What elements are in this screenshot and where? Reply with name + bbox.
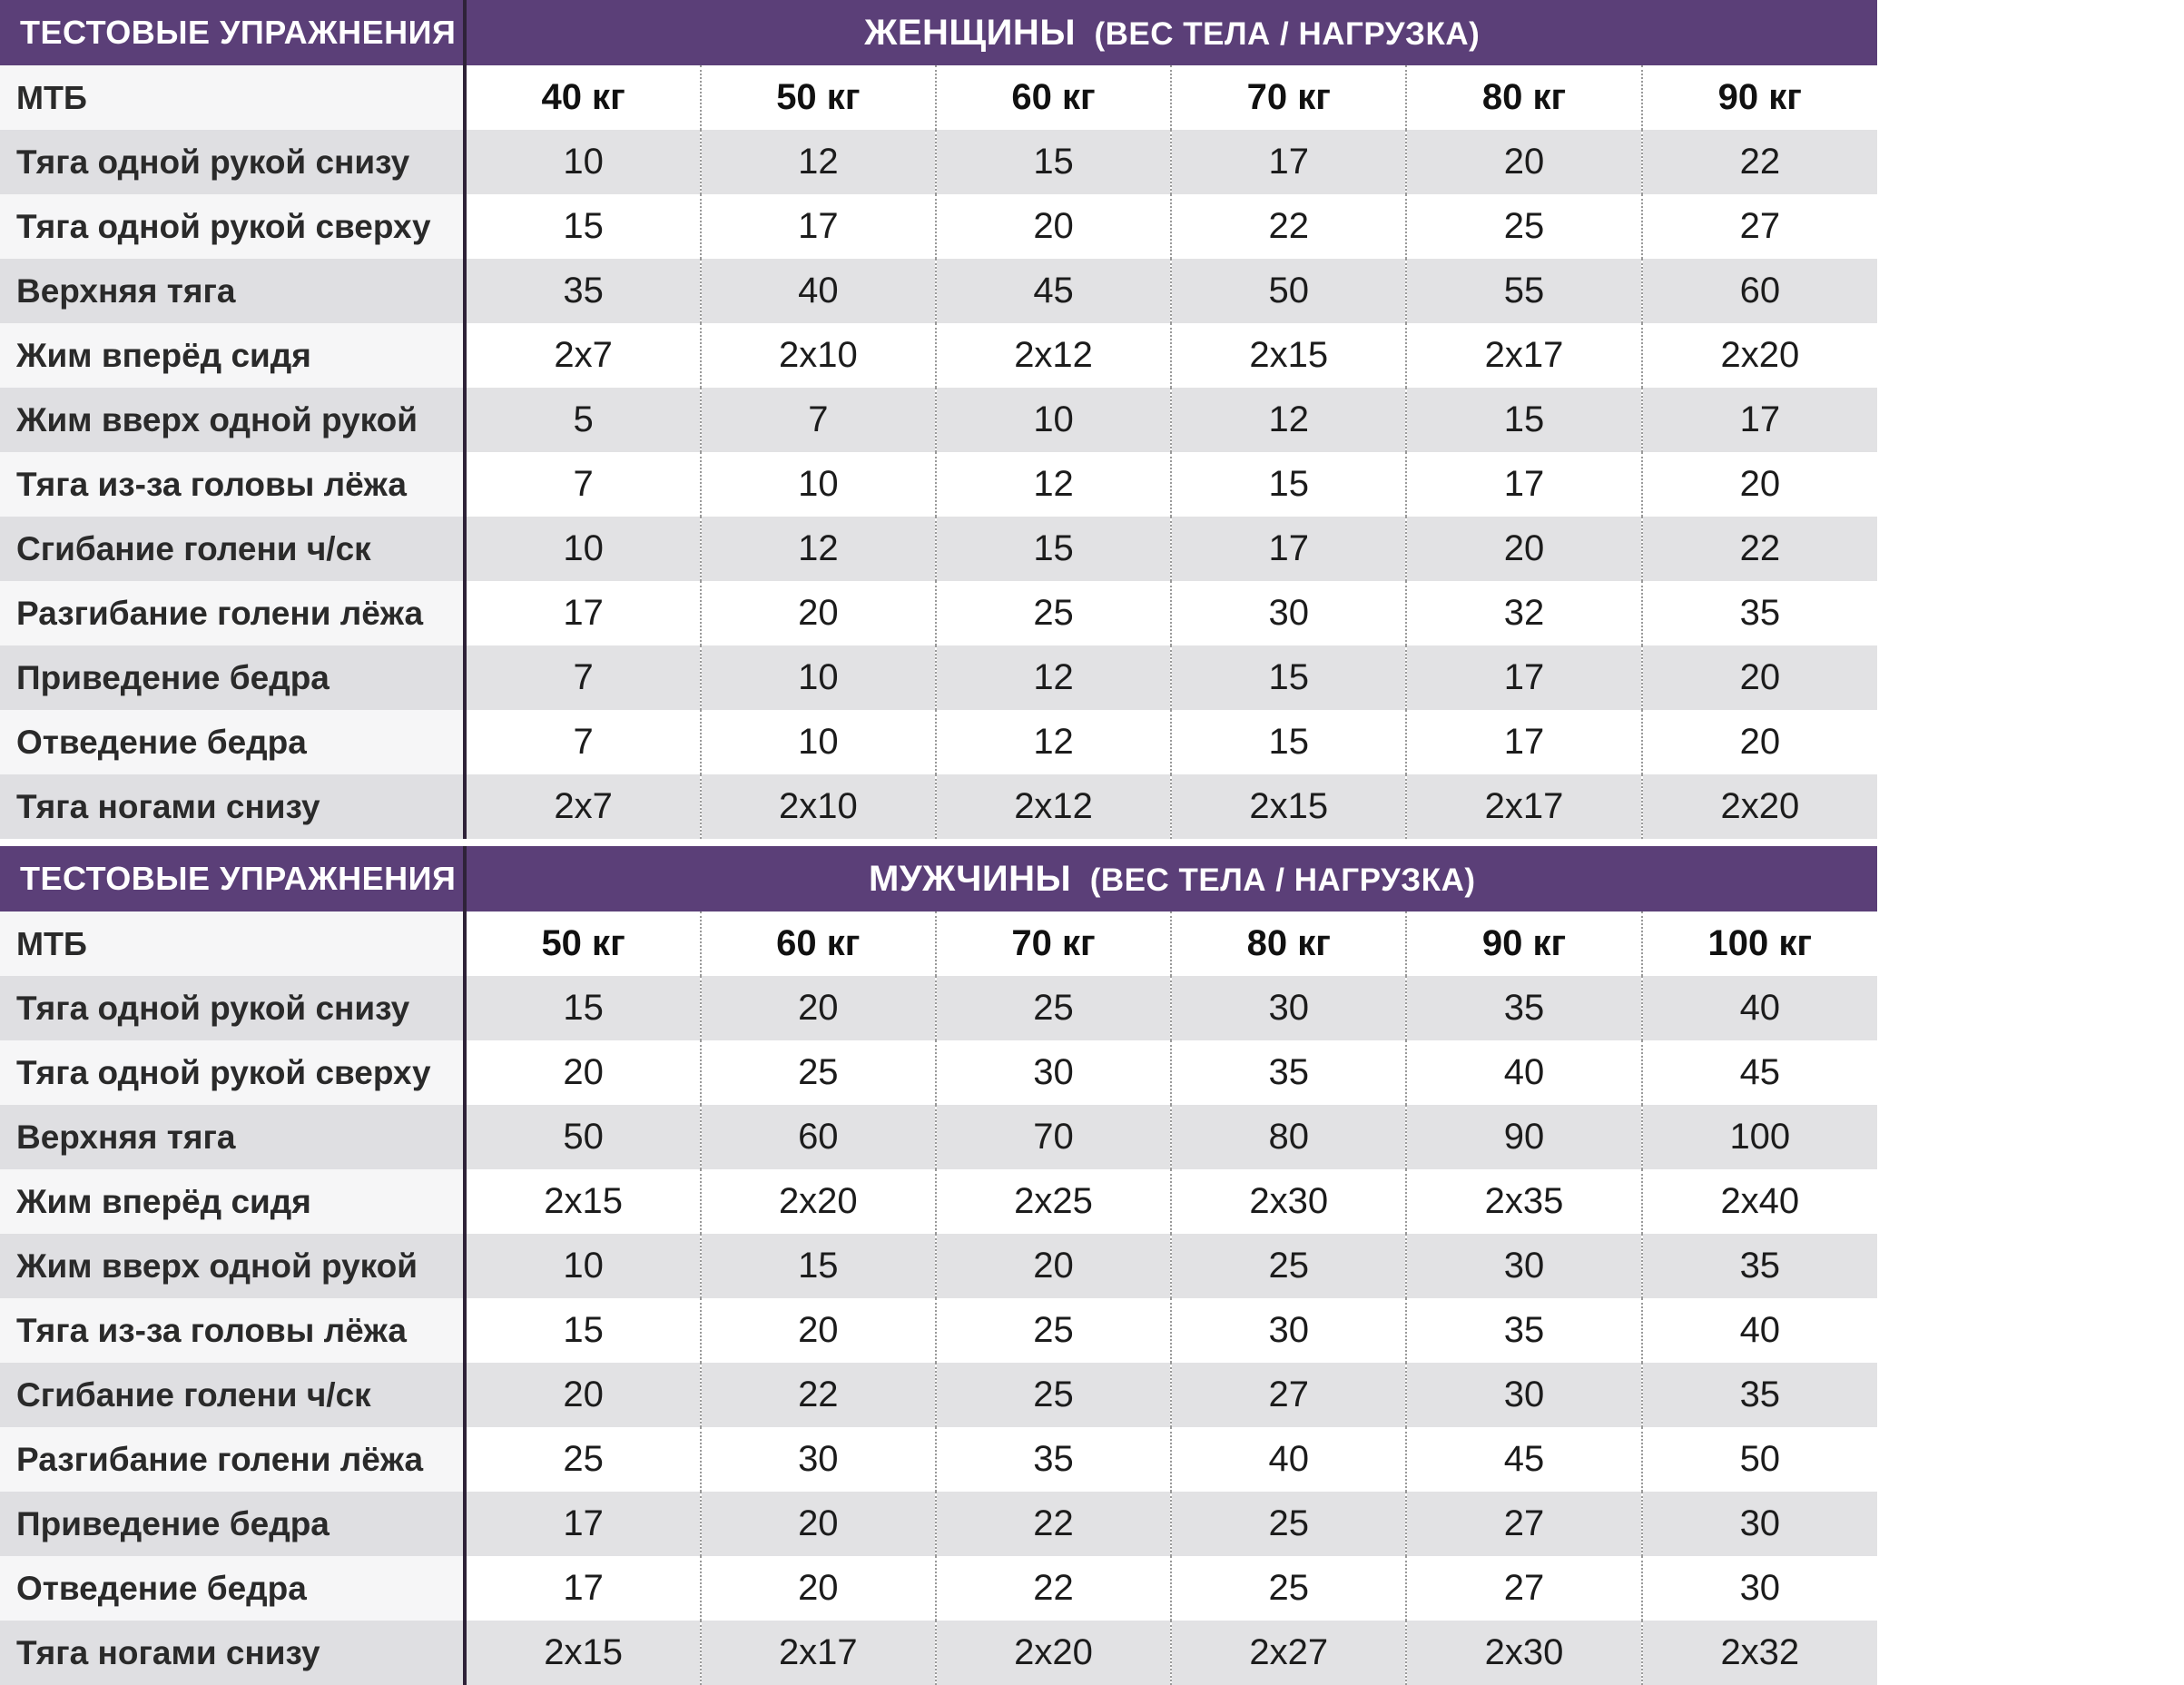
women-title: ЖЕНЩИНЫ (864, 12, 1076, 53)
load-cell: 2x10 (701, 323, 936, 388)
load-cell: 17 (1171, 517, 1406, 581)
exercise-name: Сгибание голени ч/ск (0, 1363, 465, 1427)
load-cell: 30 (1406, 1363, 1641, 1427)
load-cell: 2x10 (701, 774, 936, 839)
load-cell: 22 (1642, 130, 1877, 194)
table-row (0, 452, 1877, 517)
exercise-name: Тяга одной рукой снизу (0, 976, 465, 1040)
load-cell: 2x17 (1406, 774, 1641, 839)
load-cell: 22 (936, 1492, 1171, 1556)
load-cell: 25 (1171, 1492, 1406, 1556)
exercise-name: Разгибание голени лёжа (0, 581, 465, 645)
load-cell: 35 (1171, 1040, 1406, 1105)
load-cell: 10 (465, 1234, 700, 1298)
table-row (0, 130, 1877, 194)
men-units-label: МТБ (0, 911, 465, 976)
women-title-cell (465, 0, 1877, 65)
load-cell: 20 (701, 1298, 936, 1363)
men-column-header: 50 кг (465, 911, 700, 976)
load-cell: 15 (936, 517, 1171, 581)
load-cell: 7 (465, 452, 700, 517)
load-cell: 22 (936, 1556, 1171, 1621)
load-cell: 15 (465, 976, 700, 1040)
load-cell: 2x7 (465, 774, 700, 839)
load-cell: 7 (465, 645, 700, 710)
load-cell: 2x20 (701, 1169, 936, 1234)
table-row (0, 1298, 1877, 1363)
load-cell: 2x20 (936, 1621, 1171, 1685)
table-row (0, 323, 1877, 388)
exercise-name: Жим вверх одной рукой (0, 388, 465, 452)
load-cell: 17 (465, 1492, 700, 1556)
table-row (0, 388, 1877, 452)
load-cell: 90 (1406, 1105, 1641, 1169)
women-table (0, 0, 1877, 839)
load-cell: 35 (1406, 976, 1641, 1040)
men-title-cell (465, 846, 1877, 911)
load-cell: 40 (1642, 1298, 1877, 1363)
men-column-header: 70 кг (936, 911, 1171, 976)
exercise-name: Жим вверх одной рукой (0, 1234, 465, 1298)
load-cell: 15 (1171, 645, 1406, 710)
men-column-header: 60 кг (701, 911, 936, 976)
men-header-row (0, 846, 1877, 911)
load-cell: 20 (465, 1363, 700, 1427)
load-cell: 12 (1171, 388, 1406, 452)
load-cell: 2x15 (1171, 774, 1406, 839)
exercise-name: Разгибание голени лёжа (0, 1427, 465, 1492)
load-cell: 60 (701, 1105, 936, 1169)
load-cell: 30 (936, 1040, 1171, 1105)
load-cell: 25 (1171, 1556, 1406, 1621)
table-row (0, 259, 1877, 323)
load-cell: 2x35 (1406, 1169, 1641, 1234)
load-cell: 2x32 (1642, 1621, 1877, 1685)
women-left-header: ТЕСТОВЫЕ УПРАЖНЕНИЯ (0, 0, 465, 65)
load-cell: 30 (1171, 581, 1406, 645)
load-cell: 20 (936, 1234, 1171, 1298)
load-cell: 30 (1171, 976, 1406, 1040)
women-column-header: 70 кг (1171, 65, 1406, 130)
load-cell: 22 (1642, 517, 1877, 581)
table-row (0, 1621, 1877, 1685)
table-row (0, 1363, 1877, 1427)
men-title: МУЖЧИНЫ (868, 858, 1072, 899)
load-cell: 30 (1171, 1298, 1406, 1363)
load-cell: 12 (936, 645, 1171, 710)
load-cell: 20 (1642, 710, 1877, 774)
load-cell: 50 (1642, 1427, 1877, 1492)
exercise-name: Тяга одной рукой снизу (0, 130, 465, 194)
load-cell: 22 (701, 1363, 936, 1427)
load-cell: 60 (1642, 259, 1877, 323)
load-cell: 25 (1406, 194, 1641, 259)
load-cell: 55 (1406, 259, 1641, 323)
women-header-row (0, 0, 1877, 65)
load-cell: 25 (1171, 1234, 1406, 1298)
exercise-name: Сгибание голени ч/ск (0, 517, 465, 581)
exercise-name: Приведение бедра (0, 645, 465, 710)
women-units-label: МТБ (0, 65, 465, 130)
load-cell: 45 (1642, 1040, 1877, 1105)
table-row (0, 1169, 1877, 1234)
load-cell: 17 (1406, 452, 1641, 517)
load-cell: 2x15 (465, 1169, 700, 1234)
load-cell: 40 (1406, 1040, 1641, 1105)
load-cell: 20 (1642, 645, 1877, 710)
load-cell: 30 (1406, 1234, 1641, 1298)
load-cell: 30 (1642, 1492, 1877, 1556)
load-cell: 10 (465, 517, 700, 581)
load-cell: 32 (1406, 581, 1641, 645)
table-row (0, 581, 1877, 645)
load-cell: 35 (1406, 1298, 1641, 1363)
women-subtitle: (ВЕС ТЕЛА / НАГРУЗКА) (1094, 15, 1481, 52)
load-cell: 25 (936, 976, 1171, 1040)
exercise-name: Тяга одной рукой сверху (0, 1040, 465, 1105)
load-cell: 25 (936, 1363, 1171, 1427)
women-column-header: 80 кг (1406, 65, 1641, 130)
men-column-header: 100 кг (1642, 911, 1877, 976)
table-row (0, 774, 1877, 839)
load-cell: 7 (465, 710, 700, 774)
load-cell: 20 (1406, 517, 1641, 581)
load-cell: 35 (465, 259, 700, 323)
exercise-name: Тяга из-за головы лёжа (0, 1298, 465, 1363)
load-cell: 100 (1642, 1105, 1877, 1169)
load-cell: 80 (1171, 1105, 1406, 1169)
men-units-row (0, 911, 1877, 976)
load-cell: 15 (1171, 452, 1406, 517)
exercise-name: Тяга одной рукой сверху (0, 194, 465, 259)
men-left-header: ТЕСТОВЫЕ УПРАЖНЕНИЯ (0, 846, 465, 911)
load-cell: 20 (1642, 452, 1877, 517)
exercise-name: Приведение бедра (0, 1492, 465, 1556)
load-cell: 20 (701, 976, 936, 1040)
table-row (0, 1234, 1877, 1298)
load-cell: 25 (936, 1298, 1171, 1363)
load-cell: 45 (1406, 1427, 1641, 1492)
load-cell: 17 (701, 194, 936, 259)
load-cell: 35 (1642, 581, 1877, 645)
load-cell: 15 (465, 1298, 700, 1363)
exercise-name: Верхняя тяга (0, 1105, 465, 1169)
load-cell: 20 (701, 1492, 936, 1556)
load-cell: 40 (701, 259, 936, 323)
men-column-header: 80 кг (1171, 911, 1406, 976)
load-cell: 2x40 (1642, 1169, 1877, 1234)
load-cell: 15 (465, 194, 700, 259)
load-cell: 25 (701, 1040, 936, 1105)
load-cell: 27 (1171, 1363, 1406, 1427)
load-cell: 2x27 (1171, 1621, 1406, 1685)
table-row (0, 1556, 1877, 1621)
load-cell: 20 (1406, 130, 1641, 194)
load-cell: 50 (1171, 259, 1406, 323)
load-cell: 22 (1171, 194, 1406, 259)
load-cell: 7 (701, 388, 936, 452)
table-row (0, 645, 1877, 710)
load-cell: 5 (465, 388, 700, 452)
men-table (0, 846, 1877, 1685)
load-cell: 2x17 (1406, 323, 1641, 388)
men-subtitle: (ВЕС ТЕЛА / НАГРУЗКА) (1089, 862, 1476, 898)
table-row (0, 1040, 1877, 1105)
load-cell: 2x25 (936, 1169, 1171, 1234)
load-cell: 35 (936, 1427, 1171, 1492)
load-cell: 2x20 (1642, 774, 1877, 839)
exercise-name: Жим вперёд сидя (0, 1169, 465, 1234)
load-cell: 17 (1642, 388, 1877, 452)
exercise-name: Отведение бедра (0, 710, 465, 774)
exercise-name: Верхняя тяга (0, 259, 465, 323)
load-cell: 12 (936, 710, 1171, 774)
women-column-header: 60 кг (936, 65, 1171, 130)
load-cell: 40 (1642, 976, 1877, 1040)
load-cell: 12 (936, 452, 1171, 517)
load-cell: 12 (701, 517, 936, 581)
women-column-header: 40 кг (465, 65, 700, 130)
load-cell: 2x15 (465, 1621, 700, 1685)
women-column-header: 90 кг (1642, 65, 1877, 130)
table-row (0, 1492, 1877, 1556)
load-cell: 2x12 (936, 323, 1171, 388)
load-cell: 12 (701, 130, 936, 194)
table-row (0, 517, 1877, 581)
load-cell: 25 (465, 1427, 700, 1492)
load-cell: 17 (1406, 710, 1641, 774)
load-cell: 10 (701, 645, 936, 710)
table-row (0, 1427, 1877, 1492)
load-cell: 15 (936, 130, 1171, 194)
exercise-name: Тяга ногами снизу (0, 774, 465, 839)
load-cell: 2x15 (1171, 323, 1406, 388)
exercise-name: Тяга из-за головы лёжа (0, 452, 465, 517)
load-cell: 17 (1171, 130, 1406, 194)
load-cell: 27 (1406, 1492, 1641, 1556)
table-row (0, 710, 1877, 774)
exercise-name: Жим вперёд сидя (0, 323, 465, 388)
load-cell: 10 (701, 452, 936, 517)
men-column-header: 90 кг (1406, 911, 1641, 976)
load-cell: 40 (1171, 1427, 1406, 1492)
load-cell: 2x30 (1171, 1169, 1406, 1234)
load-cell: 15 (1171, 710, 1406, 774)
load-cell: 20 (701, 1556, 936, 1621)
women-column-header: 50 кг (701, 65, 936, 130)
load-cell: 17 (1406, 645, 1641, 710)
load-cell: 2x12 (936, 774, 1171, 839)
load-cell: 30 (1642, 1556, 1877, 1621)
table-row (0, 976, 1877, 1040)
load-cell: 30 (701, 1427, 936, 1492)
load-cell: 17 (465, 1556, 700, 1621)
table-row (0, 1105, 1877, 1169)
load-cell: 10 (936, 388, 1171, 452)
load-cell: 2x20 (1642, 323, 1877, 388)
load-cell: 70 (936, 1105, 1171, 1169)
exercise-name: Тяга ногами снизу (0, 1621, 465, 1685)
load-cell: 10 (701, 710, 936, 774)
load-cell: 35 (1642, 1234, 1877, 1298)
load-cell: 27 (1642, 194, 1877, 259)
load-cell: 15 (1406, 388, 1641, 452)
load-cell: 50 (465, 1105, 700, 1169)
load-cell: 2x7 (465, 323, 700, 388)
load-cell: 25 (936, 581, 1171, 645)
table-row (0, 194, 1877, 259)
load-cell: 20 (465, 1040, 700, 1105)
load-cell: 27 (1406, 1556, 1641, 1621)
load-cell: 10 (465, 130, 700, 194)
load-cell: 15 (701, 1234, 936, 1298)
load-cell: 35 (1642, 1363, 1877, 1427)
load-cell: 17 (465, 581, 700, 645)
exercise-name: Отведение бедра (0, 1556, 465, 1621)
load-cell: 20 (936, 194, 1171, 259)
load-cell: 2x17 (701, 1621, 936, 1685)
load-cell: 45 (936, 259, 1171, 323)
women-units-row (0, 65, 1877, 130)
load-cell: 20 (701, 581, 936, 645)
load-cell: 2x30 (1406, 1621, 1641, 1685)
